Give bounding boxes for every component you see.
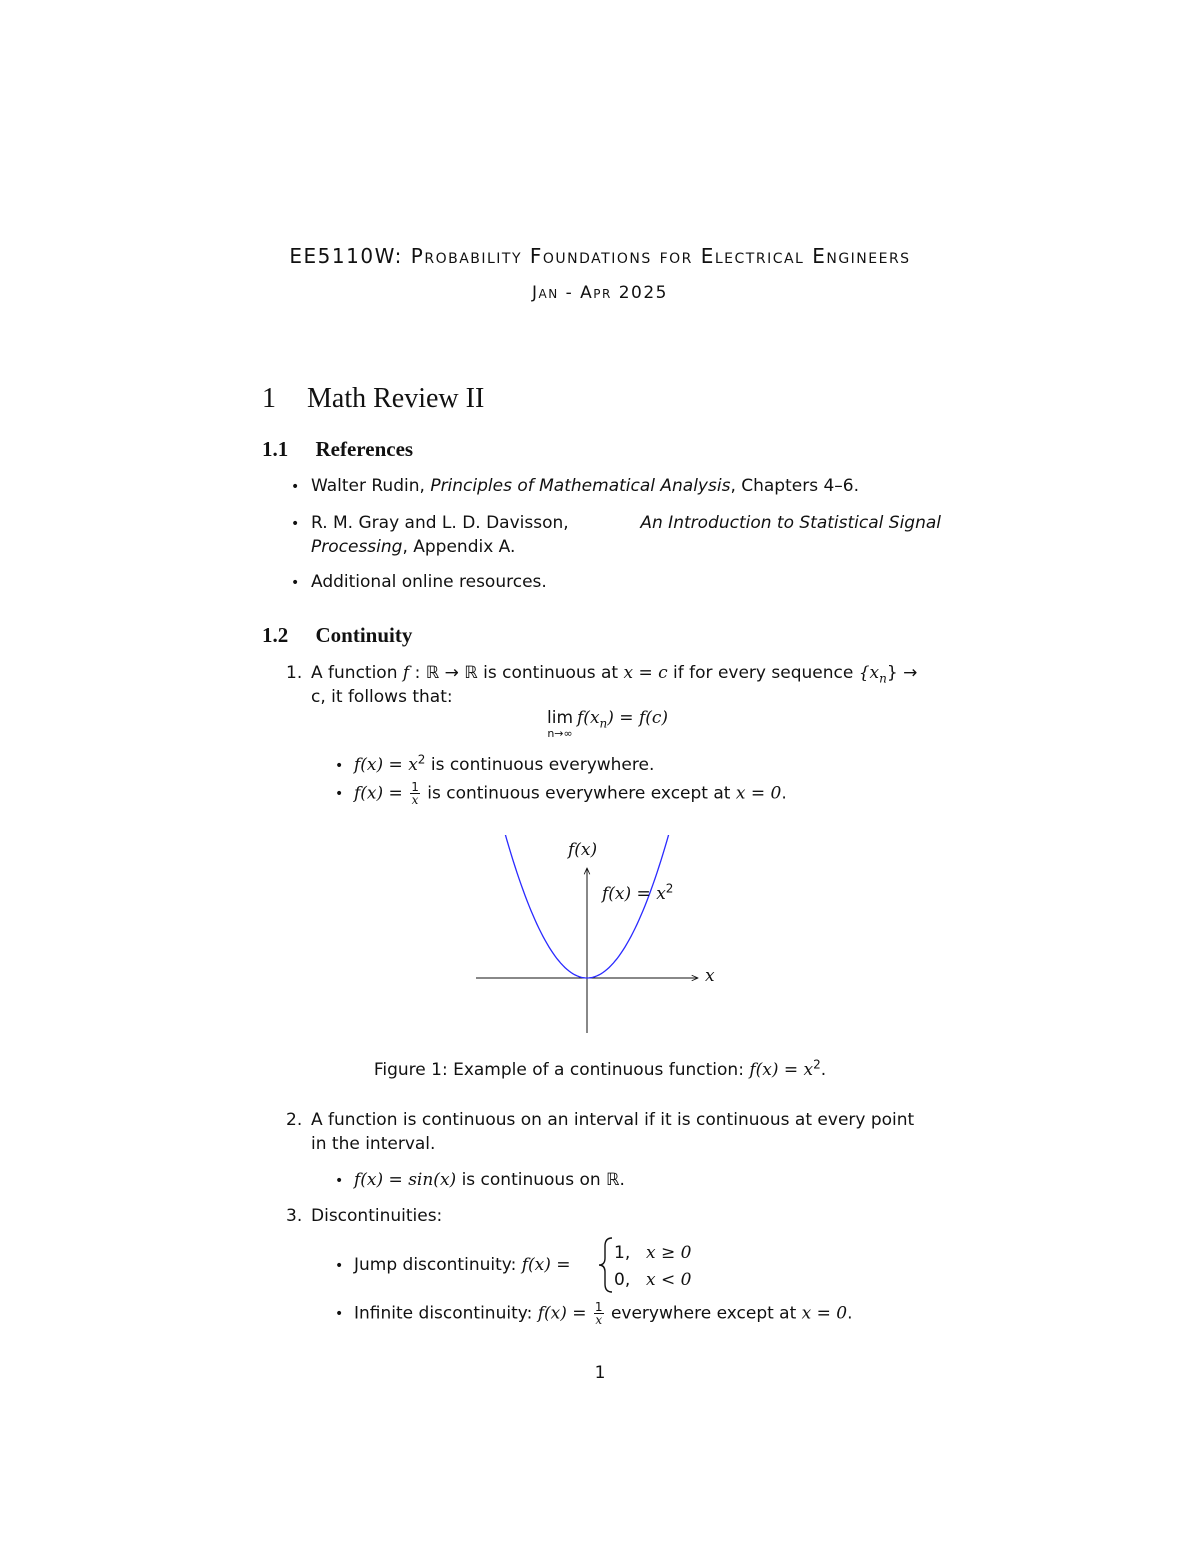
- denominator: x: [411, 793, 419, 807]
- ref-author: Walter Rudin,: [311, 476, 431, 496]
- math-sup: 2: [417, 752, 426, 767]
- limit-equation: [547, 708, 668, 739]
- x-axis-label: x: [705, 966, 715, 986]
- y-axis-label: f(x): [568, 840, 598, 860]
- math-expr: f(x) =: [354, 783, 409, 804]
- subsection-references-heading: [262, 437, 413, 462]
- ref-book-title-cont: Processing: [311, 537, 403, 557]
- case-condition: x < 0: [646, 1270, 692, 1290]
- case-value: 0,: [614, 1270, 631, 1290]
- math-expr-end: ) = f(c): [607, 708, 669, 728]
- jump-discontinuity: [354, 1255, 571, 1275]
- curve-label: [602, 881, 674, 904]
- caption-end: .: [820, 1060, 827, 1080]
- text: if for every sequence: [667, 663, 859, 683]
- ref-book-title: An Introduction to Statistical Signal: [640, 513, 941, 533]
- section-number: 1: [262, 383, 276, 414]
- reference-item: [311, 513, 941, 557]
- text: in the interval.: [311, 1134, 436, 1154]
- math-expr: f(x) = x: [354, 755, 418, 775]
- text: is continuous on ℝ.: [456, 1170, 625, 1190]
- ref-detail: , Appendix A.: [402, 537, 516, 557]
- caption-text: Figure 1: Example of a continuous function:: [373, 1060, 750, 1080]
- course-term: Jan - Apr 2025: [531, 283, 668, 303]
- bullet: •: [335, 1173, 344, 1189]
- math-sup: 2: [665, 881, 674, 896]
- reference-item: Additional online resources.: [311, 572, 547, 592]
- interval-continuity: [311, 1110, 951, 1154]
- subsection-number: 1.2: [262, 623, 289, 647]
- numerator: 1: [594, 1300, 603, 1314]
- subsection-title: References: [315, 437, 414, 461]
- case-value: 1,: [614, 1243, 631, 1263]
- text: is continuous everywhere except at: [421, 783, 736, 804]
- figure-parabola: [470, 835, 750, 1045]
- bullet: •: [291, 516, 300, 532]
- numerator: 1: [411, 780, 419, 794]
- text: A function is continuous on an interval if it is continuous at every point: [311, 1110, 915, 1130]
- discontinuities-title: Discontinuities:: [311, 1206, 443, 1226]
- subsection-number: 1.1: [262, 437, 289, 461]
- ref-detail: , Chapters 4–6.: [730, 476, 860, 496]
- text: is continuous at: [477, 663, 624, 683]
- bullet: •: [335, 1258, 344, 1274]
- text: .: [847, 1303, 853, 1324]
- course-title: EE5110W: Probability Foundations for Electrical Engineers: [289, 244, 911, 268]
- case-row-2: [614, 1270, 691, 1290]
- text: .: [781, 783, 787, 804]
- list-marker: 2.: [286, 1110, 303, 1130]
- lim-operator: lim: [547, 708, 574, 728]
- math-seq: {x: [858, 663, 880, 683]
- text: everywhere except at: [605, 1303, 802, 1324]
- text: Infinite discontinuity:: [354, 1303, 538, 1324]
- case-row-1: [614, 1243, 691, 1263]
- list-marker: 1.: [286, 663, 303, 683]
- lim-subscript: n→∞: [547, 727, 573, 740]
- math-map: : ℝ → ℝ: [409, 663, 478, 683]
- section-title: Math Review II: [307, 383, 485, 414]
- subsection-title: Continuity: [315, 623, 413, 647]
- subsection-continuity-heading: [262, 623, 412, 648]
- example-sine: [354, 1170, 625, 1190]
- denominator: x: [595, 1313, 603, 1327]
- math-sub: n: [879, 671, 887, 686]
- text: Jump discontinuity:: [354, 1255, 522, 1275]
- bullet: •: [335, 786, 344, 802]
- text: is continuous everywhere.: [425, 755, 655, 775]
- section-heading: [262, 383, 484, 415]
- text: A function: [311, 663, 403, 683]
- math-expr: f(x) =: [521, 1255, 571, 1275]
- math-seq-end: } →: [886, 663, 918, 683]
- bullet: •: [291, 575, 300, 591]
- case-brace: [598, 1236, 614, 1294]
- math-eq: x = 0: [735, 783, 782, 804]
- list-marker: 3.: [286, 1206, 303, 1226]
- infinite-discontinuity: [354, 1301, 853, 1326]
- math-f: f: [402, 663, 410, 683]
- ref-book-title: Principles of Mathematical Analysis: [430, 476, 731, 496]
- fraction: [594, 1301, 604, 1326]
- math-sub: n: [599, 716, 608, 731]
- math-expr: f(x) = x: [749, 1060, 814, 1080]
- math-expr: f(x) =: [537, 1303, 592, 1324]
- continuity-definition: [311, 663, 941, 707]
- math-eq: x = c: [623, 663, 668, 683]
- example-continuous-square: [354, 752, 655, 775]
- fraction: [410, 781, 420, 806]
- math-expr: f(x: [577, 708, 600, 728]
- math-eq: x = 0: [801, 1303, 848, 1324]
- page-number: 1: [594, 1363, 606, 1383]
- reference-item: [311, 476, 859, 496]
- example-reciprocal: [354, 781, 787, 806]
- figure-caption: [0, 1057, 1200, 1080]
- math-sup: 2: [813, 1057, 821, 1072]
- text: c, it follows that:: [311, 687, 453, 707]
- ref-author: R. M. Gray and L. D. Davisson,: [311, 513, 575, 533]
- math-expr: f(x) = sin(x): [354, 1170, 457, 1190]
- case-condition: x ≥ 0: [646, 1243, 692, 1263]
- bullet: •: [291, 479, 300, 495]
- bullet: •: [335, 1306, 344, 1322]
- bullet: •: [335, 758, 344, 774]
- math-expr: f(x) = x: [602, 884, 666, 904]
